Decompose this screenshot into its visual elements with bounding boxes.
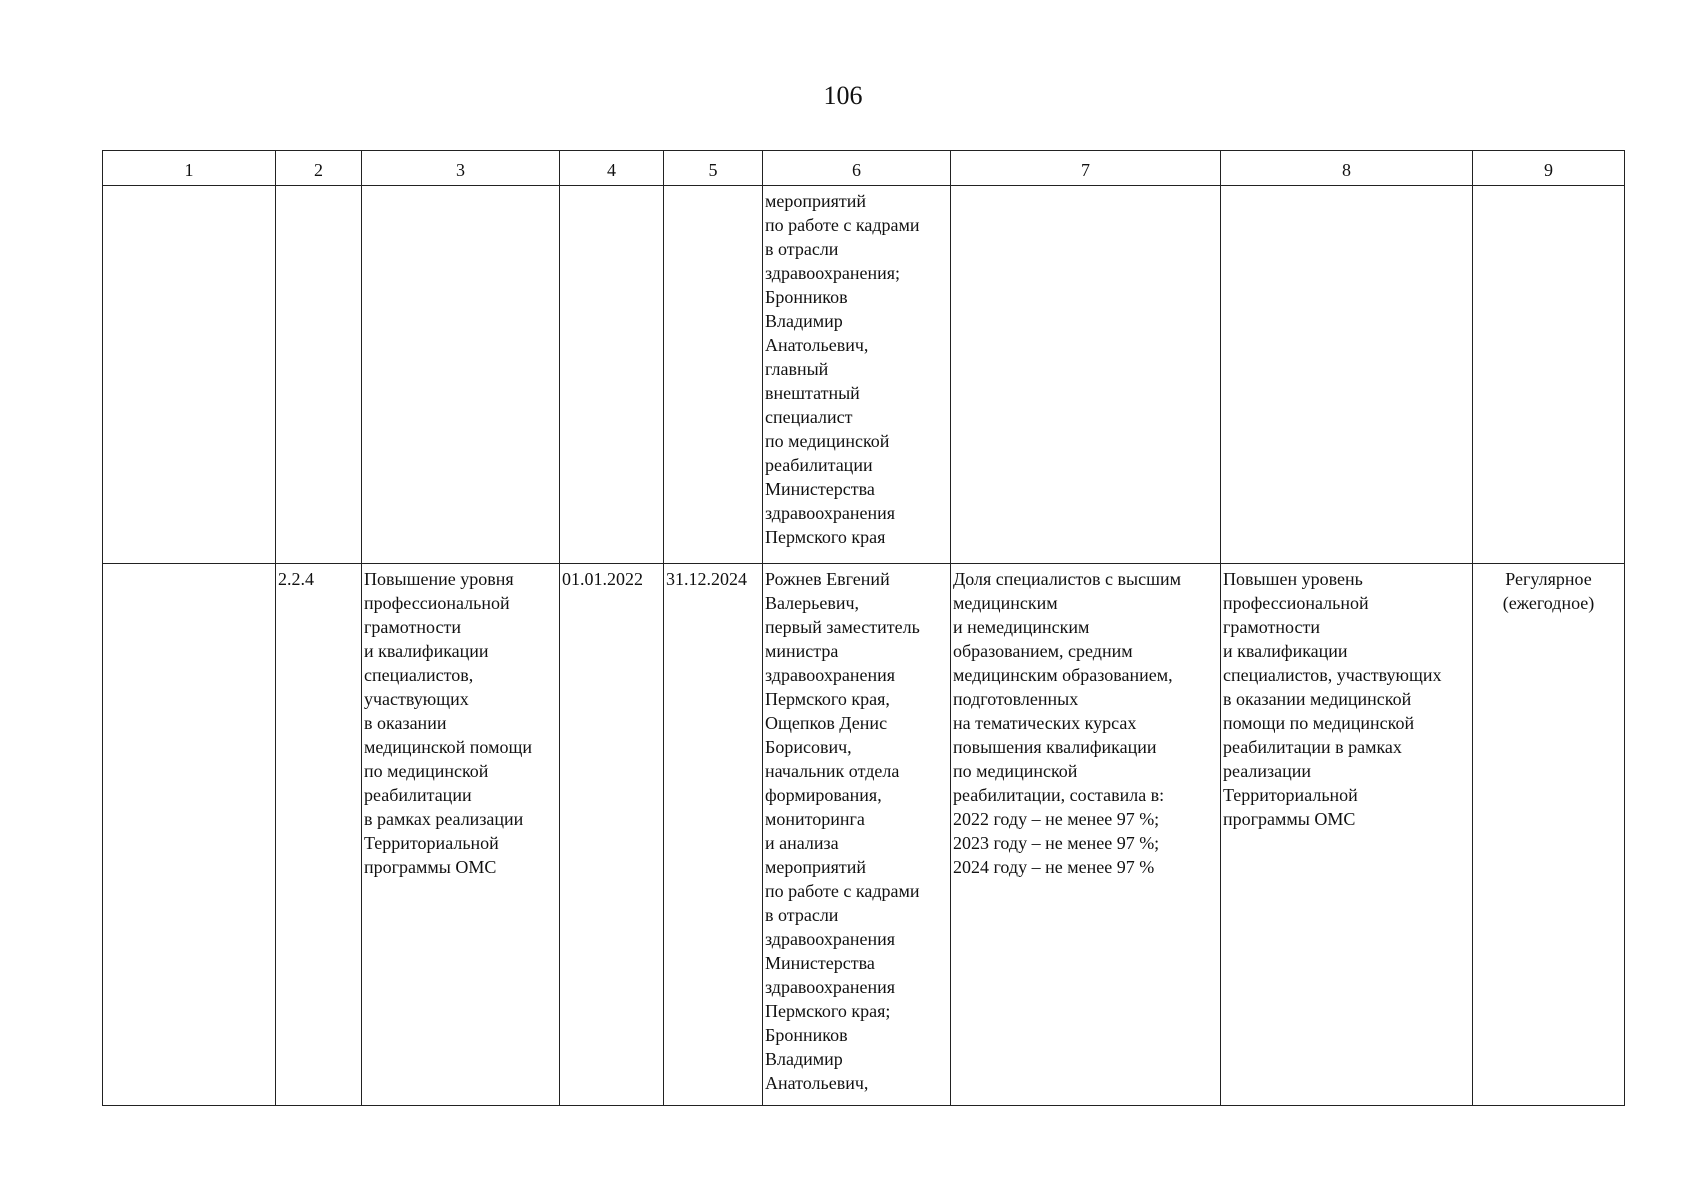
- header-col-7: 7: [951, 151, 1221, 186]
- responsible-persons-text: Рожнев Евгений Валерьевич, первый заместитель министра здравоохранения Пермского края, Ощепков Денис Борисович, начальник отдела формирования, мониторинга и анализа мероприятий по работе с кадрами в отрасли здравоохранения Министерства здравоохранения Пермского края; Бронников Владимир Анатольевич,: [765, 569, 920, 1093]
- table-cell: [560, 564, 664, 1106]
- table-row: [103, 186, 1625, 564]
- document-table: [102, 150, 1625, 1106]
- table-cell: [362, 564, 560, 1106]
- table-cell: [763, 564, 951, 1106]
- expected-result-text: Повышен уровень профессиональной грамотности и квалификации специалистов, участвующих в оказании медицинской помощи по медицинской реабилитации в рамках реализации Территориальной программы ОМС: [1223, 569, 1442, 829]
- table-cell: [951, 564, 1221, 1106]
- header-col-1: 1: [103, 151, 276, 186]
- table-cell: [1221, 564, 1473, 1106]
- indicator-text: Доля специалистов с высшим медицинским и немедицинским образованием, средним медицинским образованием, подготовленных на тематических курсах повышения квалификации по медицинской реабилитации, составила в: 2022 году – не менее 97 %; 2023 году – не менее 97 %; 2024 году – не менее 97 %: [953, 569, 1182, 877]
- page-number: 106: [823, 81, 863, 110]
- table-cell: [951, 186, 1221, 564]
- table-cell: [103, 564, 276, 1106]
- table-cell: [1473, 564, 1625, 1106]
- table-cell: [664, 564, 763, 1106]
- activity-description: Повышение уровня профессиональной грамотности и квалификации специалистов, участвующих в оказании медицинской помощи по медицинской реабилитации в рамках реализации Территориальной программы ОМС: [364, 569, 532, 877]
- table-cell: [276, 564, 362, 1106]
- table-cell: [1221, 186, 1473, 564]
- header-col-2: 2: [276, 151, 362, 186]
- header-col-8: 8: [1221, 151, 1473, 186]
- start-date: 01.01.2022: [562, 569, 643, 589]
- responsible-persons-text: мероприятий по работе с кадрами в отрасли здравоохранения; Бронников Владимир Анатольевич, главный внештатный специалист по медицинской реабилитации Министерства здравоохранения Пермского края: [765, 191, 920, 547]
- frequency-text: Регулярное (ежегодное): [1502, 569, 1595, 613]
- header-col-4: 4: [560, 151, 664, 186]
- table-cell: [362, 186, 560, 564]
- table-cell: [763, 186, 951, 564]
- header-col-6: 6: [763, 151, 951, 186]
- table-cell: [560, 186, 664, 564]
- header-col-5: 5: [664, 151, 763, 186]
- header-row: [103, 151, 1625, 186]
- end-date: 31.12.2024: [666, 569, 747, 589]
- table-cell: [103, 186, 276, 564]
- header-col-9: 9: [1473, 151, 1625, 186]
- table-cell: [1473, 186, 1625, 564]
- item-number: 2.2.4: [278, 569, 314, 589]
- table-cell: [276, 186, 362, 564]
- header-col-3: 3: [362, 151, 560, 186]
- table-row: [103, 564, 1625, 1106]
- table-cell: [664, 186, 763, 564]
